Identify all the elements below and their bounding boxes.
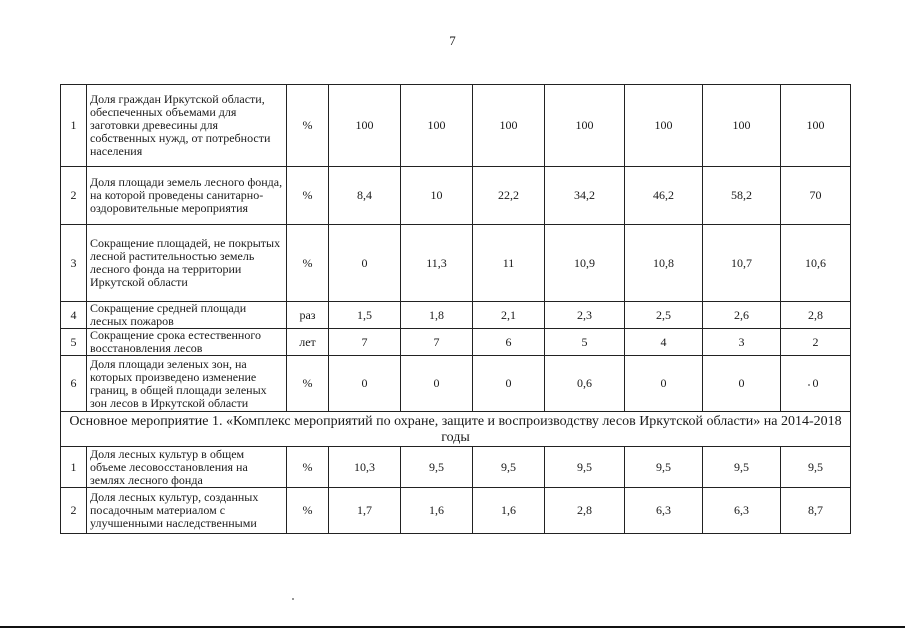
value-cell: 100 (625, 85, 703, 167)
row-number: 6 (61, 356, 87, 412)
value-cell: 100 (401, 85, 473, 167)
value-cell: 8,7 (781, 488, 851, 534)
value-cell: 10,3 (329, 447, 401, 488)
indicator-name: Доля площади земель лесного фонда, на которой проведены санитарно-оздоровительные мероприятия (87, 167, 287, 225)
value-cell: 9,5 (473, 447, 545, 488)
indicator-name: Доля граждан Иркутской области, обеспеченных объемами для заготовки древесины для собственных нужд, от потребности населения (87, 85, 287, 167)
table-row (61, 488, 851, 534)
value-cell: 8,4 (329, 167, 401, 225)
value-cell: 6,3 (703, 488, 781, 534)
unit-cell: % (287, 356, 329, 412)
value-cell: 10,7 (703, 225, 781, 302)
value-cell: 9,5 (401, 447, 473, 488)
page-bottom-edge (0, 626, 905, 628)
value-cell: 3 (703, 329, 781, 356)
value-cell: 46,2 (625, 167, 703, 225)
value-cell: 100 (473, 85, 545, 167)
value-cell: 9,5 (781, 447, 851, 488)
row-number: 5 (61, 329, 87, 356)
row-number: 1 (61, 85, 87, 167)
page-number: 7 (449, 33, 456, 48)
value-cell: 4 (625, 329, 703, 356)
value-cell: 0 (703, 356, 781, 412)
value-cell: 10,8 (625, 225, 703, 302)
value-cell: 2,1 (473, 302, 545, 329)
table-row (61, 167, 851, 225)
value-cell: 2 (781, 329, 851, 356)
unit-cell: % (287, 447, 329, 488)
value-cell: 0 (329, 356, 401, 412)
indicator-table (60, 84, 851, 534)
value-cell: 7 (329, 329, 401, 356)
section-header: Основное мероприятие 1. «Комплекс мероприятий по охране, защите и воспроизводству лесов Иркутской области» на 2014-2018 годы (61, 412, 851, 447)
indicator-name: Доля лесных культур, созданных посадочным материалом с улучшенными наследственными (87, 488, 287, 534)
indicator-rows-bottom (61, 447, 851, 534)
section-header-row (61, 412, 851, 447)
value-cell: 0 (401, 356, 473, 412)
row-number: 3 (61, 225, 87, 302)
indicator-name: Доля площади зеленых зон, на которых произведено изменение границ, в общей площади зеленых зон лесов в Иркутской области (87, 356, 287, 412)
value-cell: 1,5 (329, 302, 401, 329)
value-cell: 70 (781, 167, 851, 225)
value-cell: 1,6 (473, 488, 545, 534)
unit-cell: лет (287, 329, 329, 356)
table-row (61, 447, 851, 488)
value-cell: 2,8 (781, 302, 851, 329)
value-cell: 1,7 (329, 488, 401, 534)
value-cell: 2,5 (625, 302, 703, 329)
value-cell: 0 (473, 356, 545, 412)
value-cell: 0,6 (545, 356, 625, 412)
unit-cell: раз (287, 302, 329, 329)
indicator-name: Сокращение средней площади лесных пожаров (87, 302, 287, 329)
value-cell: 100 (781, 85, 851, 167)
value-cell: 5 (545, 329, 625, 356)
indicator-name: Сокращение площадей, не покрытых лесной растительностью земель лесного фонда на территории Иркутской области (87, 225, 287, 302)
unit-cell: % (287, 85, 329, 167)
scan-speck (292, 598, 294, 600)
unit-cell: % (287, 225, 329, 302)
value-cell: 34,2 (545, 167, 625, 225)
row-number: 1 (61, 447, 87, 488)
value-cell: 1,8 (401, 302, 473, 329)
value-cell: 100 (703, 85, 781, 167)
indicator-rows-top (61, 85, 851, 412)
value-cell: 6 (473, 329, 545, 356)
value-cell: 100 (329, 85, 401, 167)
table-row (61, 225, 851, 302)
value-cell: 22,2 (473, 167, 545, 225)
scan-speck (808, 384, 810, 386)
value-cell: 2,8 (545, 488, 625, 534)
value-cell: 9,5 (625, 447, 703, 488)
unit-cell: % (287, 488, 329, 534)
value-cell: 11 (473, 225, 545, 302)
value-cell: 11,3 (401, 225, 473, 302)
value-cell: 100 (545, 85, 625, 167)
indicator-name: Сокращение срока естественного восстановления лесов (87, 329, 287, 356)
row-number: 2 (61, 167, 87, 225)
table-row (61, 85, 851, 167)
unit-cell: % (287, 167, 329, 225)
value-cell: 58,2 (703, 167, 781, 225)
table-row (61, 329, 851, 356)
value-cell: 0 (781, 356, 851, 412)
value-cell: 9,5 (545, 447, 625, 488)
value-cell: 10,6 (781, 225, 851, 302)
table-row (61, 356, 851, 412)
value-cell: 9,5 (703, 447, 781, 488)
value-cell: 0 (625, 356, 703, 412)
value-cell: 1,6 (401, 488, 473, 534)
value-cell: 10 (401, 167, 473, 225)
value-cell: 7 (401, 329, 473, 356)
table-row (61, 302, 851, 329)
value-cell: 0 (329, 225, 401, 302)
row-number: 4 (61, 302, 87, 329)
indicator-name: Доля лесных культур в общем объеме лесовосстановления на землях лесного фонда (87, 447, 287, 488)
value-cell: 2,6 (703, 302, 781, 329)
value-cell: 6,3 (625, 488, 703, 534)
value-cell: 2,3 (545, 302, 625, 329)
row-number: 2 (61, 488, 87, 534)
value-cell: 10,9 (545, 225, 625, 302)
